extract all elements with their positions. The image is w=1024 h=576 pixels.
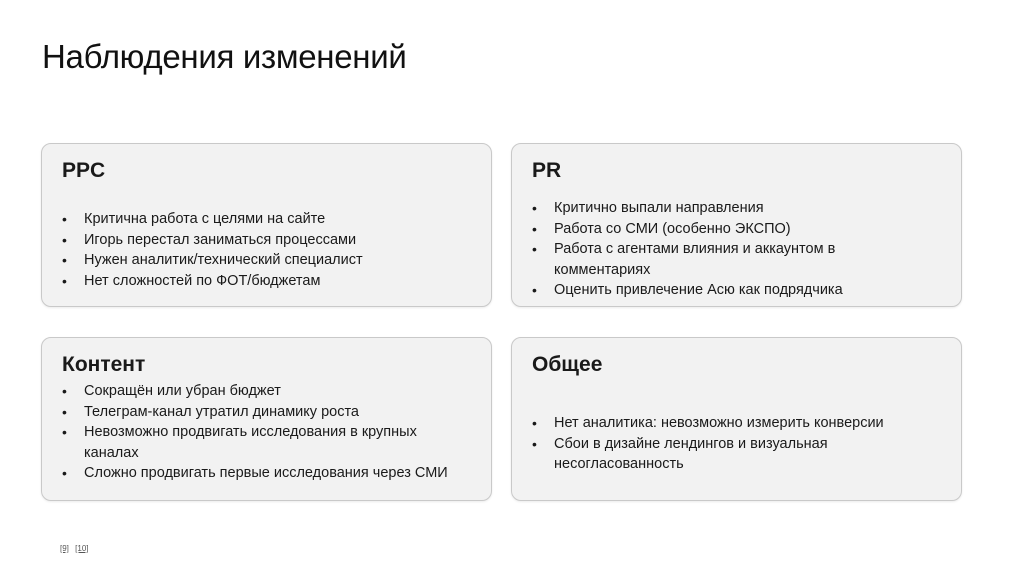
card-content xyxy=(41,337,492,501)
card-general xyxy=(511,337,962,501)
list-item: • Критично выпали направления xyxy=(532,198,932,219)
list-item: • Критична работа с целями на сайте xyxy=(62,209,462,230)
list-item: • Оценить привлечение Асю как подрядчика xyxy=(532,280,932,301)
list-item: • Сложно продвигать первые исследования через СМИ xyxy=(62,463,462,484)
ppc-list xyxy=(62,209,462,291)
general-list xyxy=(532,413,932,475)
list-item: • Нет аналитика: невозможно измерить конверсии xyxy=(532,413,932,434)
list-item: • Нет сложностей по ФОТ/бюджетам xyxy=(62,271,462,292)
card-ppc xyxy=(41,143,492,307)
pr-list xyxy=(532,198,932,301)
card-pr xyxy=(511,143,962,307)
list-item: • Сокращён или убран бюджет xyxy=(62,381,462,402)
card-title-ppc: PPC xyxy=(62,159,106,182)
list-item: • Сбои в дизайне лендингов и визуальная несогласованность xyxy=(532,434,932,475)
card-title-pr: PR xyxy=(532,159,562,182)
footnote-links xyxy=(60,544,92,553)
list-item: • Игорь перестал заниматься процессами xyxy=(62,230,462,251)
list-item: • Нужен аналитик/технический специалист xyxy=(62,250,462,271)
content-list xyxy=(62,381,462,484)
list-item: • Работа с агентами влияния и аккаунтом в комментариях xyxy=(532,239,932,280)
list-item: • Невозможно продвигать исследования в крупных каналах xyxy=(62,422,462,463)
footnote-link-9[interactable]: [9] xyxy=(60,544,69,553)
card-title-content: Контент xyxy=(62,353,146,376)
card-title-general: Общее xyxy=(532,353,603,376)
list-item: • Телеграм-канал утратил динамику роста xyxy=(62,402,462,423)
footnote-link-10[interactable]: [10] xyxy=(75,544,89,553)
list-item: • Работа со СМИ (особенно ЭКСПО) xyxy=(532,219,932,240)
page-title: Наблюдения изменений xyxy=(42,38,407,75)
